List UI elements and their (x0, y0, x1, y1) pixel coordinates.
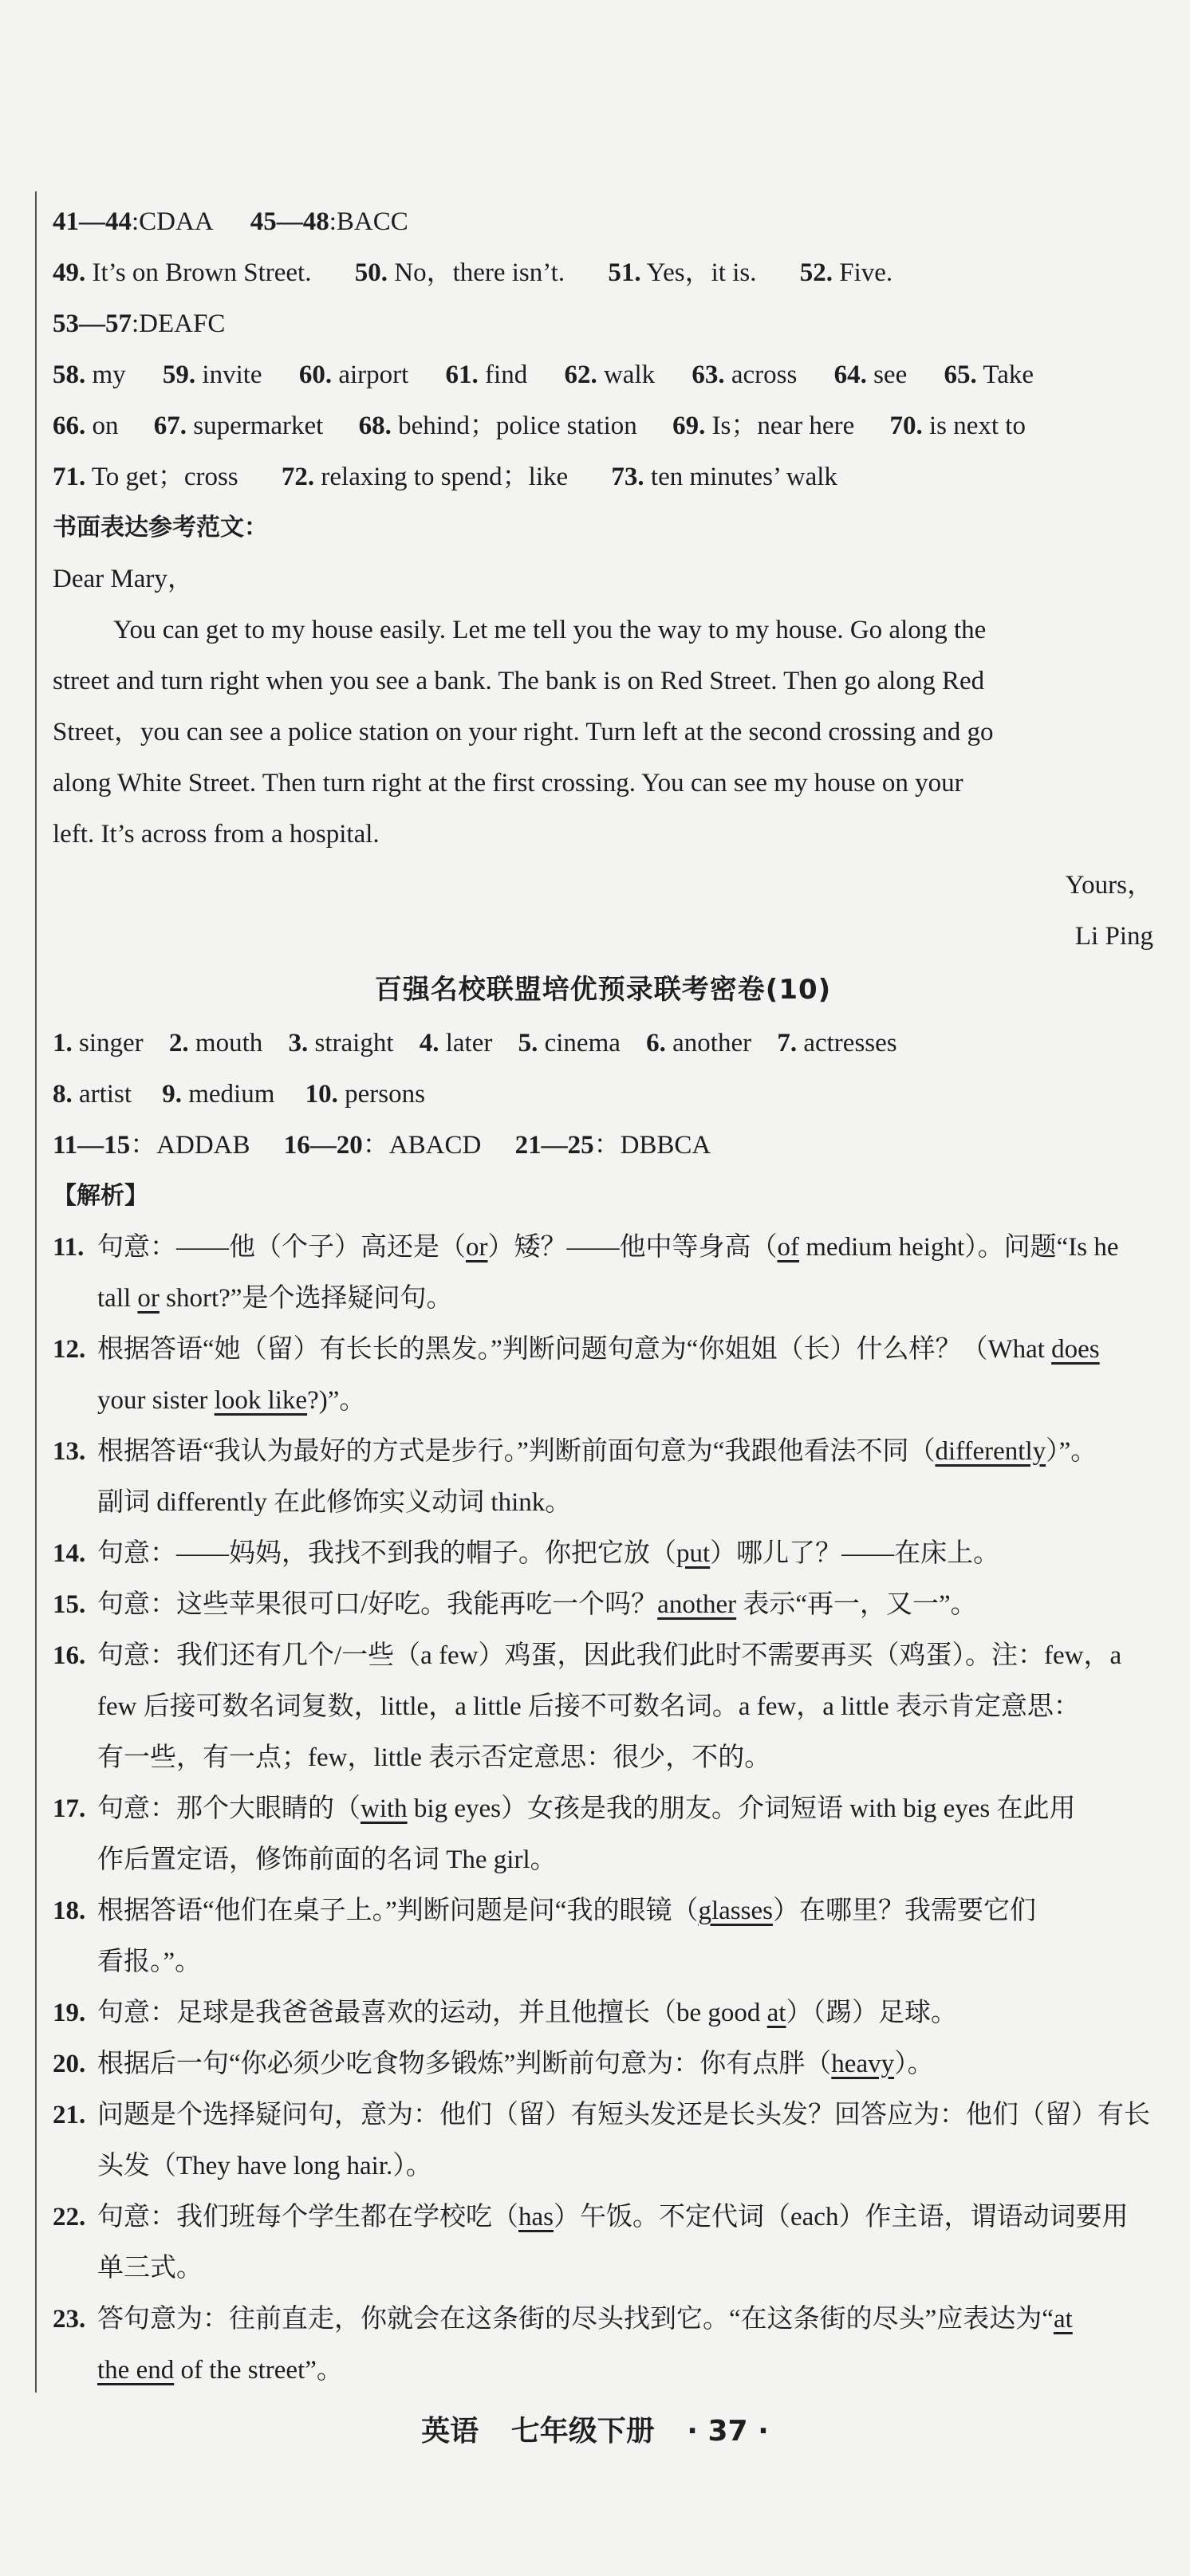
item-num: 13. (53, 1437, 86, 1466)
answer-text: Yes，it is. (646, 258, 757, 287)
explanation-item (53, 2294, 1153, 2396)
explanation-item (53, 1885, 1153, 1987)
answer-text: invite (202, 360, 262, 389)
essay-greeting: Dear Mary， (53, 565, 194, 593)
text: few 后接可数名词复数，little，a little 后接不可数名词。a few，a little 表示肯定意思： (97, 1692, 1080, 1721)
essay-signature: Li Ping (1074, 922, 1153, 951)
item-num: 49. (53, 258, 86, 287)
essay-line: street and turn right when you see a bank. The bank is on Red Street. Then go along Red (53, 667, 985, 695)
text: 看报。”。 (97, 1948, 202, 1976)
answer-text: ：DBBCA (593, 1131, 711, 1160)
explanation-item (53, 1987, 1153, 2038)
item-num: 6. (646, 1029, 666, 1058)
answer-text: :CDAA (132, 207, 214, 236)
text: ?)”。 (307, 1386, 366, 1415)
item-num: 15. (53, 1590, 86, 1619)
text: big eyes）女孩是我的朋友。介词短语 with big eyes 在此用 (407, 1794, 1076, 1823)
item-num: 14. (53, 1539, 86, 1568)
answer-text: ：ADDAB (130, 1131, 250, 1160)
section-title: 百强名校联盟培优预录联考密卷(10) (374, 974, 832, 1006)
answer-text: It’s on Brown Street. (92, 258, 312, 287)
item-num: 10. (305, 1080, 338, 1109)
answer-line-53-57 (53, 298, 1153, 349)
item-num: 52. (799, 258, 833, 287)
text: 根据后一句“你必须少吃食物多锻炼”判断前句意为：你有点胖（ (97, 2050, 832, 2078)
explanation-text (97, 2192, 1153, 2294)
item-num: 22. (53, 2203, 86, 2231)
range-label: 16—20 (283, 1131, 363, 1160)
text: 有一些，有一点；few，little 表示否定意思：很少，不的。 (97, 1743, 771, 1772)
answer-text: airport (338, 360, 409, 389)
answer-text: artist (79, 1080, 132, 1109)
margin-rule (35, 191, 37, 2393)
explanation-item (53, 1783, 1153, 1885)
explanation-text (97, 1630, 1153, 1783)
page-number: · 37 · (687, 2415, 769, 2448)
item-num: 11. (53, 1233, 85, 1262)
text: 句意：我们班每个学生都在学校吃（ (97, 2203, 518, 2231)
item-num: 61. (445, 360, 479, 389)
page-footer (0, 2409, 1190, 2449)
answer-text: later (445, 1029, 493, 1058)
explanation-text (97, 1426, 1153, 1528)
explanation-text (97, 1324, 1153, 1426)
explanation-text (97, 1885, 1153, 1987)
underlined-word: has (518, 2203, 554, 2231)
answer-line-8-10 (53, 1069, 1153, 1120)
underlined-word: at (1053, 2305, 1073, 2334)
underlined-word: with (361, 1794, 408, 1823)
item-num: 72. (281, 463, 315, 491)
underlined-word: another (657, 1590, 737, 1619)
item-num: 9. (162, 1080, 182, 1109)
explanation-item (53, 2038, 1153, 2090)
explanation-text (97, 2090, 1153, 2192)
answer-text: persons (345, 1080, 425, 1109)
text: ）午饭。不定代词（each）作主语，谓语动词要用 (554, 2203, 1129, 2231)
explanation-text (97, 1783, 1153, 1885)
text: 句意：这些苹果很可口/好吃。我能再吃一个吗？ (97, 1590, 658, 1619)
answer-text: another (672, 1029, 752, 1058)
text: your sister (97, 1386, 215, 1415)
text: 根据答语“我认为最好的方式是步行。”判断前面句意为“我跟他看法不同（ (97, 1437, 936, 1466)
explanation-item (53, 1528, 1153, 1579)
footer-subject: 英语 (421, 2415, 479, 2448)
explanation-item (53, 2090, 1153, 2192)
underlined-word: glasses (698, 1897, 773, 1925)
underlined-word: look like (214, 1386, 308, 1415)
item-num: 21. (53, 2101, 86, 2129)
answer-text: To get；cross (91, 463, 238, 491)
text: 句意：我们还有几个/一些（a few）鸡蛋，因此我们此时不需要再买（鸡蛋）。注：few，a (97, 1641, 1122, 1670)
text: 句意：足球是我爸爸最喜欢的运动，并且他擅长（be good (97, 1999, 767, 2027)
item-num: 64. (833, 360, 867, 389)
answer-text: relaxing to spend；like (321, 463, 569, 491)
text: 问题是个选择疑问句，意为：他们（留）有短头发还是长头发？回答应为：他们（留）有长 (97, 2101, 1150, 2129)
item-num: 69. (672, 412, 706, 440)
item-num: 8. (53, 1080, 73, 1109)
item-num: 58. (53, 360, 86, 389)
item-num: 18. (53, 1897, 86, 1925)
answer-line-41-48 (53, 196, 1153, 247)
range-label: 21—25 (514, 1131, 594, 1160)
item-num: 20. (53, 2050, 86, 2078)
item-num: 63. (692, 360, 725, 389)
item-num: 16. (53, 1641, 86, 1670)
text: of the street”。 (174, 2356, 343, 2385)
essay-heading: 书面表达参考范文： (53, 514, 268, 542)
item-num: 23. (53, 2305, 86, 2334)
answer-text: on (92, 412, 119, 440)
explanation-item (53, 1426, 1153, 1528)
explanation-text (97, 1987, 1153, 2038)
underlined-word: at (766, 1999, 786, 2027)
text: short?”是个选择疑问句。 (159, 1284, 453, 1313)
answer-text: supermarket (193, 412, 324, 440)
text: 副词 differently 在此修饰实义动词 think。 (97, 1488, 572, 1517)
range-label: 45—48 (250, 207, 329, 236)
explanation-item (53, 1579, 1153, 1630)
text: 答句意为：往前直走，你就会在这条街的尽头找到它。“在这条街的尽头”应表达为“ (97, 2305, 1054, 2334)
text: ）哪儿了？——在床上。 (710, 1539, 1000, 1568)
text: ）矮？——他中等身高（ (487, 1233, 778, 1262)
underlined-word: differently (935, 1437, 1046, 1466)
essay-closing: Yours， (1065, 871, 1153, 900)
content (53, 196, 1153, 2396)
explanation-text (97, 1528, 1153, 1579)
item-num: 73. (611, 463, 644, 491)
text: 根据答语“他们在桌子上。”判断问题是问“我的眼镜（ (97, 1897, 699, 1925)
answer-text: No，there isn’t. (394, 258, 565, 287)
text: 单三式。 (97, 2254, 203, 2283)
text: 表示“再一，又一”。 (736, 1590, 977, 1619)
item-num: 71. (53, 463, 86, 491)
answer-text: Five. (839, 258, 893, 287)
answer-line-1-7 (53, 1018, 1153, 1069)
underlined-word: heavy (831, 2050, 895, 2078)
item-num: 68. (358, 412, 392, 440)
answer-text: walk (603, 360, 656, 389)
answer-line-49-52 (53, 247, 1153, 298)
item-num: 65. (944, 360, 977, 389)
essay-line: left. It’s across from a hospital. (53, 820, 380, 849)
text: ）。 (894, 2050, 934, 2078)
answer-line-71-73 (53, 451, 1153, 502)
item-num: 12. (53, 1335, 86, 1364)
item-num: 17. (53, 1794, 86, 1823)
answer-line-11-25 (53, 1120, 1153, 1171)
item-num: 70. (889, 412, 923, 440)
underlined-word: the end (97, 2356, 175, 2385)
answer-text: ：ABACD (362, 1131, 482, 1160)
answer-text: Is；near here (711, 412, 855, 440)
answer-text: straight (314, 1029, 394, 1058)
item-num: 5. (518, 1029, 538, 1058)
item-num: 51. (608, 258, 641, 287)
essay-line: Street，you can see a police station on your right. Turn left at the second crossing and go (53, 718, 994, 746)
explanation-item (53, 2192, 1153, 2294)
answer-text: behind；police station (398, 412, 637, 440)
item-num: 50. (354, 258, 388, 287)
text: ）”。 (1046, 1437, 1097, 1466)
underlined-word: or (466, 1233, 488, 1262)
answer-text: across (731, 360, 798, 389)
text: medium height）。问题“Is he (799, 1233, 1119, 1262)
text: 句意：那个大眼睛的（ (97, 1794, 361, 1823)
text: 根据答语“她（留）有长长的黑发。”判断问题句意为“你姐姐（长）什么样？（What (97, 1335, 1052, 1364)
answer-text: see (873, 360, 908, 389)
answer-text: singer (79, 1029, 144, 1058)
explanation-item (53, 1324, 1153, 1426)
answer-text: my (92, 360, 126, 389)
underlined-word: of (777, 1233, 799, 1262)
item-num: 7. (777, 1029, 798, 1058)
item-num: 4. (419, 1029, 439, 1058)
explanation-item (53, 1630, 1153, 1783)
explanation-item (53, 1222, 1153, 1324)
answer-text: medium (188, 1080, 275, 1109)
answer-text: cinema (544, 1029, 621, 1058)
answer-text: :BACC (329, 207, 408, 236)
explanation-text (97, 2294, 1153, 2396)
item-num: 60. (298, 360, 333, 389)
underlined-word: or (137, 1284, 160, 1313)
item-num: 3. (288, 1029, 309, 1058)
answer-text: Take (983, 360, 1034, 389)
text: 句意：——他（个子）高还是（ (97, 1233, 466, 1262)
underlined-word: put (676, 1539, 711, 1568)
explanation-text (97, 1222, 1153, 1324)
item-num: 19. (53, 1999, 86, 2027)
answer-line-58-65 (53, 349, 1153, 400)
essay-line: You can get to my house easily. Let me tell you the way to my house. Go along the (113, 616, 987, 644)
item-num: 66. (53, 412, 86, 440)
item-num: 1. (53, 1029, 73, 1058)
answer-text: is next to (928, 412, 1026, 440)
essay-line: along White Street. Then turn right at the first crossing. You can see my house on your (53, 769, 963, 798)
range-label: 11—15 (53, 1131, 131, 1160)
text: 头发（They have long hair.）。 (97, 2152, 432, 2180)
answer-text: mouth (195, 1029, 263, 1058)
range-label: 53—57 (53, 309, 132, 338)
answer-text: ten minutes’ walk (650, 463, 837, 491)
text: 作后置定语，修饰前面的名词 The girl。 (97, 1845, 557, 1874)
text: ）（踢）足球。 (786, 1999, 957, 2027)
item-num: 62. (564, 360, 597, 389)
text: tall (97, 1284, 138, 1313)
footer-grade: 七年级下册 (510, 2415, 655, 2448)
item-num: 59. (162, 360, 196, 389)
range-label: 41—44 (53, 207, 132, 236)
answer-text: actresses (803, 1029, 897, 1058)
explanation-text (97, 1579, 1153, 1630)
explanation-text (97, 2038, 1153, 2090)
analysis-label: 【解析】 (53, 1182, 148, 1210)
answer-text: find (485, 360, 528, 389)
item-num: 2. (168, 1029, 189, 1058)
item-num: 67. (153, 412, 187, 440)
text: 句意：——妈妈，我找不到我的帽子。你把它放（ (97, 1539, 676, 1568)
answer-line-66-70 (53, 400, 1153, 451)
underlined-word: does (1051, 1335, 1100, 1364)
answer-text: :DEAFC (132, 309, 226, 338)
text: ）在哪里？我需要它们 (772, 1897, 1036, 1925)
